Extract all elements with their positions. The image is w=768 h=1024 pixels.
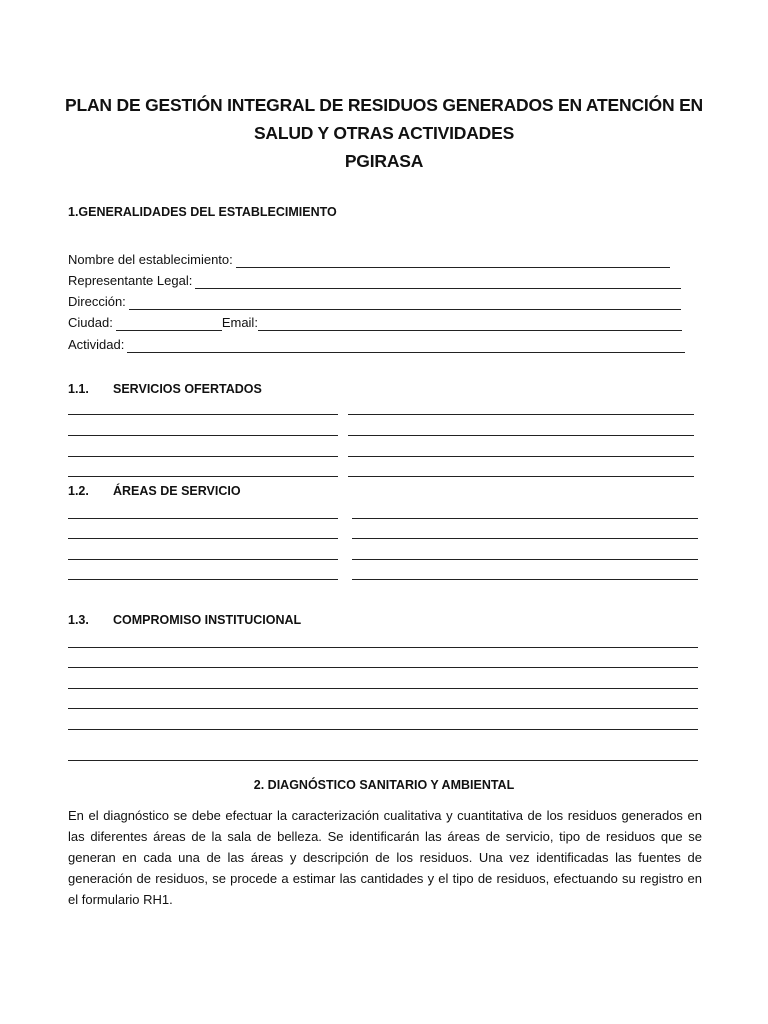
field-representante-label: Representante Legal: <box>68 273 193 288</box>
areas-line-right-3[interactable] <box>352 559 698 560</box>
areas-line-left-1[interactable] <box>68 518 338 519</box>
subsection-1-1-number: 1.1. <box>68 382 89 396</box>
field-nombre <box>68 250 670 268</box>
field-ciudad-label: Ciudad: <box>68 315 113 330</box>
section-2-heading: 2. DIAGNÓSTICO SANITARIO Y AMBIENTAL <box>253 778 515 792</box>
field-nombre-label: Nombre del establecimiento: <box>68 252 233 267</box>
section-2-paragraph: En el diagnóstico se debe efectuar la caracterización cualitativa y cuantitativa de los residuos generados en las diferentes áreas de la sala de belleza. Se identificarán las áreas de servicio, tipo de residuos que se generan en cada una de las áreas y descripción de los residuos. Una vez identificadas las fuentes de generación de residuos, se procede a estimar las cantidades y el tipo de residuos, efectuando su registro en el formulario RH1. <box>68 808 702 907</box>
subsection-1-3-title: COMPROMISO INSTITUCIONAL <box>113 613 302 627</box>
areas-line-right-1[interactable] <box>352 518 698 519</box>
servicios-line-right-2[interactable] <box>348 435 694 436</box>
field-direccion-blank[interactable] <box>129 297 681 310</box>
field-direccion-label: Dirección: <box>68 294 126 309</box>
subsection-1-3-number: 1.3. <box>68 613 89 627</box>
compromiso-line-1[interactable] <box>68 647 698 648</box>
compromiso-line-3[interactable] <box>68 688 698 689</box>
compromiso-line-5[interactable] <box>68 729 698 730</box>
field-ciudad-email <box>68 313 682 331</box>
servicios-line-left-3[interactable] <box>68 456 338 457</box>
areas-line-left-3[interactable] <box>68 559 338 560</box>
compromiso-line-4[interactable] <box>68 708 698 709</box>
field-representante-blank[interactable] <box>195 276 681 289</box>
compromiso-line-2[interactable] <box>68 667 698 668</box>
document-title-line-2: SALUD Y OTRAS ACTIVIDADES <box>253 123 515 143</box>
subsection-1-1-title: SERVICIOS OFERTADOS <box>113 382 262 396</box>
document-title-line-1: PLAN DE GESTIÓN INTEGRAL DE RESIDUOS GENERADOS EN ATENCIÓN EN <box>65 95 703 115</box>
servicios-line-right-4[interactable] <box>348 476 694 477</box>
servicios-line-left-2[interactable] <box>68 435 338 436</box>
servicios-line-left-1[interactable] <box>68 414 338 415</box>
subsection-1-2-number: 1.2. <box>68 484 89 498</box>
areas-line-left-4[interactable] <box>68 579 338 580</box>
areas-line-right-4[interactable] <box>352 579 698 580</box>
areas-line-left-2[interactable] <box>68 538 338 539</box>
field-actividad-blank[interactable] <box>127 340 685 353</box>
field-actividad-label: Actividad: <box>68 337 125 352</box>
field-email-blank[interactable] <box>258 318 682 331</box>
field-ciudad-blank[interactable] <box>116 318 222 331</box>
field-direccion <box>68 292 681 310</box>
section-1-heading: 1.GENERALIDADES DEL ESTABLECIMIENTO <box>68 205 337 219</box>
field-actividad <box>68 335 685 353</box>
servicios-line-left-4[interactable] <box>68 476 338 477</box>
compromiso-line-6[interactable] <box>68 760 698 761</box>
field-representante <box>68 271 681 289</box>
field-email-label: Email: <box>221 315 258 330</box>
areas-line-right-2[interactable] <box>352 538 698 539</box>
field-nombre-blank[interactable] <box>236 255 670 268</box>
servicios-line-right-1[interactable] <box>348 414 694 415</box>
subsection-1-2-title: ÁREAS DE SERVICIO <box>113 484 241 498</box>
document-title-line-3: PGIRASA <box>344 151 424 171</box>
servicios-line-right-3[interactable] <box>348 456 694 457</box>
